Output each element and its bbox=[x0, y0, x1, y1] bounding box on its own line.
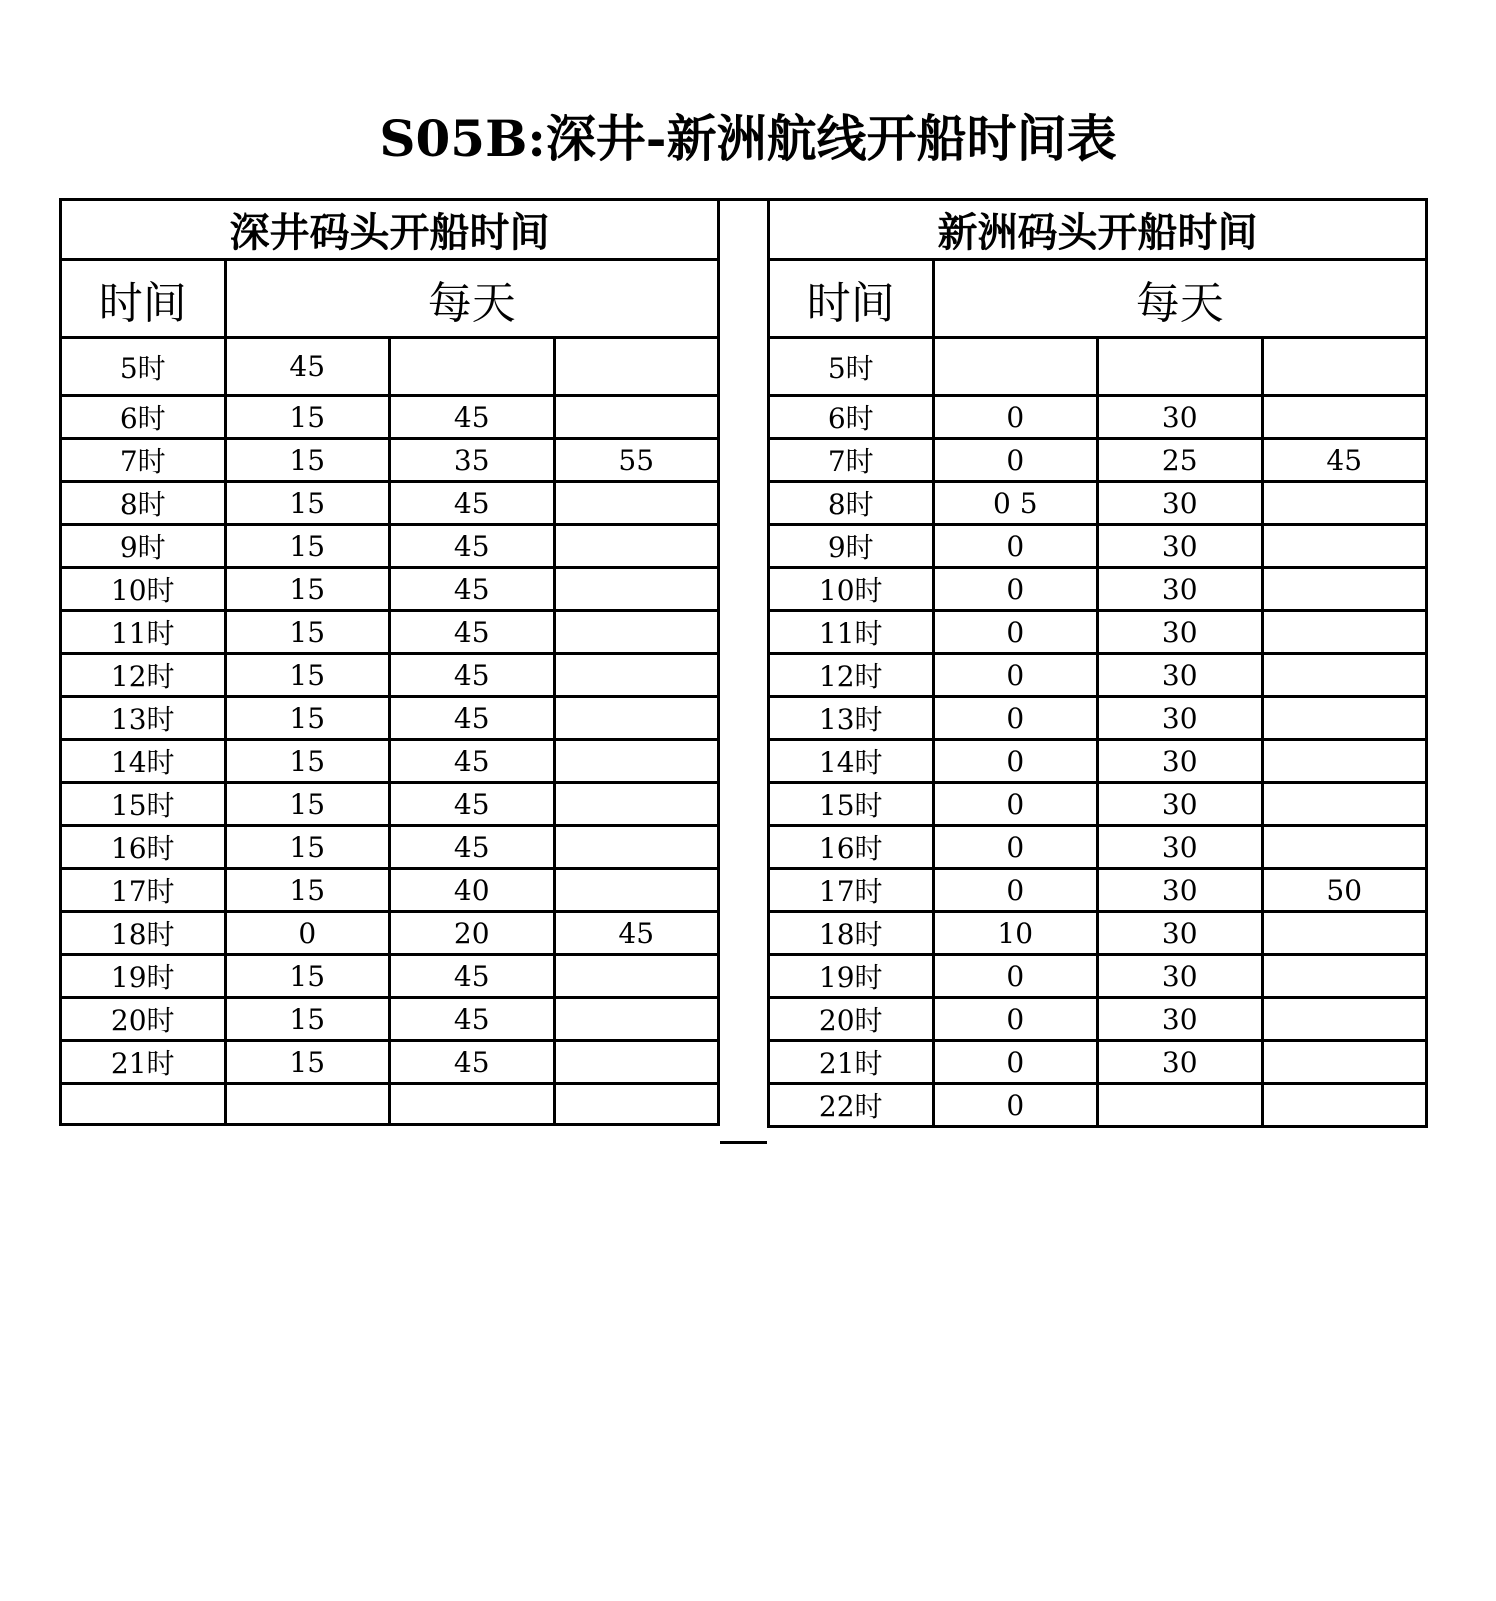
hour-cell: 8时 bbox=[61, 482, 226, 525]
departure-minute-cell bbox=[554, 1041, 719, 1084]
hour-cell: 13时 bbox=[61, 697, 226, 740]
departure-minute-cell: 30 bbox=[1098, 1041, 1263, 1084]
departure-minute-cell bbox=[1262, 1041, 1427, 1084]
departure-minute-cell bbox=[554, 826, 719, 869]
departure-minute-cell bbox=[554, 654, 719, 697]
departure-minute-cell: 15 bbox=[225, 740, 390, 783]
departure-minute-cell: 0 bbox=[933, 611, 1098, 654]
departure-minute-cell: 50 bbox=[1262, 869, 1427, 912]
table-row bbox=[769, 912, 1427, 955]
hour-cell: 20时 bbox=[769, 998, 934, 1041]
time-column-header: 时间 bbox=[769, 260, 934, 338]
hour-cell: 8时 bbox=[769, 482, 934, 525]
departure-minute-cell bbox=[554, 525, 719, 568]
departure-minute-cell: 0 bbox=[933, 525, 1098, 568]
hour-cell: 13时 bbox=[769, 697, 934, 740]
departure-minute-cell: 30 bbox=[1098, 826, 1263, 869]
table-row bbox=[61, 998, 719, 1041]
table-row bbox=[61, 1041, 719, 1084]
departure-minute-cell: 30 bbox=[1098, 740, 1263, 783]
departure-minute-cell bbox=[554, 338, 719, 396]
daily-column-header: 每天 bbox=[225, 260, 719, 338]
hour-cell: 6时 bbox=[769, 396, 934, 439]
departure-minute-cell: 45 bbox=[390, 568, 555, 611]
hour-cell: 20时 bbox=[61, 998, 226, 1041]
departure-minute-cell: 15 bbox=[225, 697, 390, 740]
departure-minute-cell bbox=[554, 1084, 719, 1125]
hour-cell: 7时 bbox=[61, 439, 226, 482]
table-row bbox=[61, 1084, 719, 1125]
departure-minute-cell bbox=[554, 611, 719, 654]
departure-minute-cell: 0 bbox=[933, 654, 1098, 697]
departure-minute-cell bbox=[554, 740, 719, 783]
departure-minute-cell: 15 bbox=[225, 1041, 390, 1084]
departure-minute-cell: 30 bbox=[1098, 568, 1263, 611]
departure-minute-cell: 25 bbox=[1098, 439, 1263, 482]
table-row bbox=[61, 338, 719, 396]
departure-minute-cell bbox=[554, 783, 719, 826]
hour-cell: 9时 bbox=[61, 525, 226, 568]
departure-minute-cell bbox=[554, 869, 719, 912]
departure-minute-cell: 35 bbox=[390, 439, 555, 482]
departure-minute-cell: 0 bbox=[933, 439, 1098, 482]
hour-cell: 11时 bbox=[769, 611, 934, 654]
departure-minute-cell bbox=[1262, 783, 1427, 826]
table-row bbox=[769, 826, 1427, 869]
departure-minute-cell: 15 bbox=[225, 654, 390, 697]
departure-minute-cell: 15 bbox=[225, 826, 390, 869]
table-row bbox=[61, 740, 719, 783]
hour-cell: 18时 bbox=[769, 912, 934, 955]
departure-minute-cell: 15 bbox=[225, 998, 390, 1041]
hour-cell: 14时 bbox=[61, 740, 226, 783]
departure-minute-cell bbox=[1262, 826, 1427, 869]
departure-minute-cell: 0 5 bbox=[933, 482, 1098, 525]
departure-minute-cell: 45 bbox=[390, 998, 555, 1041]
departure-minute-cell: 45 bbox=[554, 912, 719, 955]
departure-minute-cell: 10 bbox=[933, 912, 1098, 955]
table-row bbox=[769, 654, 1427, 697]
table-row bbox=[61, 611, 719, 654]
departure-minute-cell: 15 bbox=[225, 396, 390, 439]
hour-cell: 6时 bbox=[61, 396, 226, 439]
departure-minute-cell: 45 bbox=[390, 611, 555, 654]
departure-minute-cell bbox=[554, 955, 719, 998]
table-row bbox=[769, 697, 1427, 740]
departure-minute-cell bbox=[554, 697, 719, 740]
departure-minute-cell: 15 bbox=[225, 783, 390, 826]
hour-cell: 17时 bbox=[769, 869, 934, 912]
departure-minute-cell: 30 bbox=[1098, 396, 1263, 439]
table-row bbox=[61, 869, 719, 912]
hour-cell: 10时 bbox=[769, 568, 934, 611]
departure-minute-cell bbox=[1262, 568, 1427, 611]
departure-minute-cell bbox=[1262, 697, 1427, 740]
table-row bbox=[61, 525, 719, 568]
table-row bbox=[61, 568, 719, 611]
table-divider bbox=[720, 198, 767, 1144]
departure-minute-cell: 15 bbox=[225, 869, 390, 912]
departure-minute-cell: 30 bbox=[1098, 482, 1263, 525]
hour-cell: 11时 bbox=[61, 611, 226, 654]
departure-minute-cell: 0 bbox=[933, 396, 1098, 439]
departure-minute-cell bbox=[1262, 611, 1427, 654]
table-row bbox=[61, 482, 719, 525]
hour-cell: 9时 bbox=[769, 525, 934, 568]
departure-minute-cell: 30 bbox=[1098, 998, 1263, 1041]
departure-minute-cell: 45 bbox=[390, 396, 555, 439]
table-row bbox=[769, 1041, 1427, 1084]
table-row bbox=[769, 1084, 1427, 1127]
table-row bbox=[61, 783, 719, 826]
departure-minute-cell: 15 bbox=[225, 525, 390, 568]
departure-minute-cell bbox=[1262, 338, 1427, 396]
departure-minute-cell: 30 bbox=[1098, 697, 1263, 740]
table-row bbox=[769, 525, 1427, 568]
hour-cell: 18时 bbox=[61, 912, 226, 955]
departure-minute-cell: 30 bbox=[1098, 912, 1263, 955]
table-row bbox=[769, 439, 1427, 482]
departure-minute-cell bbox=[554, 998, 719, 1041]
departure-minute-cell: 0 bbox=[933, 826, 1098, 869]
departure-minute-cell: 45 bbox=[1262, 439, 1427, 482]
table-row bbox=[769, 869, 1427, 912]
hour-cell: 16时 bbox=[769, 826, 934, 869]
table-row bbox=[769, 611, 1427, 654]
table-row bbox=[769, 568, 1427, 611]
departure-minute-cell: 30 bbox=[1098, 869, 1263, 912]
departure-minute-cell: 55 bbox=[554, 439, 719, 482]
departure-minute-cell: 0 bbox=[933, 955, 1098, 998]
table-row bbox=[769, 396, 1427, 439]
departure-minute-cell bbox=[1098, 338, 1263, 396]
departure-minute-cell: 15 bbox=[225, 955, 390, 998]
hour-cell: 15时 bbox=[61, 783, 226, 826]
departure-minute-cell bbox=[1262, 1084, 1427, 1127]
departure-minute-cell: 0 bbox=[933, 697, 1098, 740]
departure-minute-cell: 20 bbox=[390, 912, 555, 955]
departure-minute-cell: 0 bbox=[933, 568, 1098, 611]
departure-minute-cell bbox=[933, 338, 1098, 396]
departure-minute-cell bbox=[390, 1084, 555, 1125]
table-row bbox=[61, 654, 719, 697]
departure-minute-cell: 45 bbox=[225, 338, 390, 396]
table-row bbox=[769, 740, 1427, 783]
table-row bbox=[769, 998, 1427, 1041]
shenjing-schedule-table bbox=[59, 198, 720, 1126]
departure-minute-cell bbox=[554, 568, 719, 611]
departure-minute-cell: 0 bbox=[933, 998, 1098, 1041]
xinzhou-schedule-table bbox=[767, 198, 1428, 1128]
hour-cell bbox=[61, 1084, 226, 1125]
departure-minute-cell: 45 bbox=[390, 740, 555, 783]
departure-minute-cell bbox=[390, 338, 555, 396]
departure-minute-cell bbox=[1262, 654, 1427, 697]
departure-minute-cell bbox=[1262, 912, 1427, 955]
table-row bbox=[769, 338, 1427, 396]
departure-minute-cell: 15 bbox=[225, 439, 390, 482]
table-row bbox=[61, 955, 719, 998]
departure-minute-cell: 45 bbox=[390, 482, 555, 525]
table-row bbox=[61, 439, 719, 482]
table-row bbox=[769, 955, 1427, 998]
departure-minute-cell: 45 bbox=[390, 955, 555, 998]
departure-minute-cell bbox=[1262, 525, 1427, 568]
table-row bbox=[61, 697, 719, 740]
time-column-header: 时间 bbox=[61, 260, 226, 338]
departure-minute-cell: 0 bbox=[933, 783, 1098, 826]
hour-cell: 21时 bbox=[769, 1041, 934, 1084]
table-row bbox=[61, 912, 719, 955]
hour-cell: 19时 bbox=[769, 955, 934, 998]
departure-minute-cell: 45 bbox=[390, 525, 555, 568]
departure-minute-cell: 45 bbox=[390, 1041, 555, 1084]
hour-cell: 14时 bbox=[769, 740, 934, 783]
departure-minute-cell: 15 bbox=[225, 568, 390, 611]
departure-minute-cell bbox=[225, 1084, 390, 1125]
hour-cell: 12时 bbox=[769, 654, 934, 697]
departure-minute-cell: 45 bbox=[390, 826, 555, 869]
hour-cell: 10时 bbox=[61, 568, 226, 611]
hour-cell: 7时 bbox=[769, 439, 934, 482]
departure-minute-cell: 0 bbox=[933, 1084, 1098, 1127]
departure-minute-cell: 30 bbox=[1098, 525, 1263, 568]
departure-minute-cell bbox=[554, 482, 719, 525]
departure-minute-cell: 30 bbox=[1098, 955, 1263, 998]
departure-minute-cell: 40 bbox=[390, 869, 555, 912]
departure-minute-cell: 45 bbox=[390, 654, 555, 697]
departure-minute-cell: 15 bbox=[225, 482, 390, 525]
xinzhou-heading: 新洲码头开船时间 bbox=[769, 200, 1427, 260]
departure-minute-cell: 30 bbox=[1098, 611, 1263, 654]
hour-cell: 22时 bbox=[769, 1084, 934, 1127]
departure-minute-cell: 45 bbox=[390, 783, 555, 826]
departure-minute-cell: 0 bbox=[933, 740, 1098, 783]
daily-column-header: 每天 bbox=[933, 260, 1427, 338]
table-row bbox=[61, 826, 719, 869]
hour-cell: 15时 bbox=[769, 783, 934, 826]
hour-cell: 21时 bbox=[61, 1041, 226, 1084]
departure-minute-cell: 45 bbox=[390, 697, 555, 740]
table-row bbox=[61, 396, 719, 439]
departure-minute-cell: 15 bbox=[225, 611, 390, 654]
departure-minute-cell bbox=[1262, 998, 1427, 1041]
table-row bbox=[769, 482, 1427, 525]
hour-cell: 5时 bbox=[61, 338, 226, 396]
departure-minute-cell bbox=[1262, 396, 1427, 439]
hour-cell: 17时 bbox=[61, 869, 226, 912]
departure-minute-cell bbox=[1262, 740, 1427, 783]
departure-minute-cell bbox=[554, 396, 719, 439]
page-title: S05B:深井-新洲航线开船时间表 bbox=[379, 109, 1117, 168]
departure-minute-cell bbox=[1262, 482, 1427, 525]
hour-cell: 19时 bbox=[61, 955, 226, 998]
departure-minute-cell: 30 bbox=[1098, 654, 1263, 697]
departure-minute-cell bbox=[1098, 1084, 1263, 1127]
shenjing-heading: 深井码头开船时间 bbox=[61, 200, 719, 260]
departure-minute-cell: 0 bbox=[225, 912, 390, 955]
table-row bbox=[769, 783, 1427, 826]
departure-minute-cell: 0 bbox=[933, 869, 1098, 912]
hour-cell: 16时 bbox=[61, 826, 226, 869]
hour-cell: 5时 bbox=[769, 338, 934, 396]
departure-minute-cell: 30 bbox=[1098, 783, 1263, 826]
departure-minute-cell: 0 bbox=[933, 1041, 1098, 1084]
hour-cell: 12时 bbox=[61, 654, 226, 697]
departure-minute-cell bbox=[1262, 955, 1427, 998]
